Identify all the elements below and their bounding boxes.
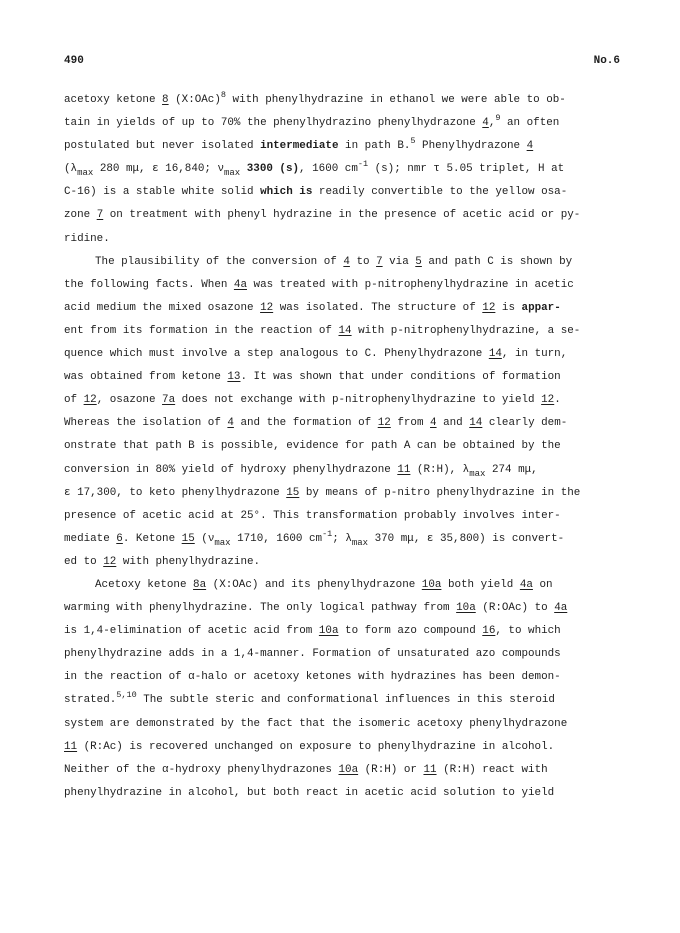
subscript: max [351, 537, 369, 548]
text-span: with p-nitrophenylhydrazine, a se- [351, 324, 581, 337]
text-line [64, 620, 620, 643]
compound-number: 4 [343, 255, 350, 268]
subscript: max [214, 537, 231, 548]
compound-number: 7 [96, 209, 104, 222]
text-span: both yield [441, 578, 520, 591]
text-span: does not exchange with p-nitrophenylhydrazine to yield [175, 394, 542, 407]
compound-number: 4a [233, 278, 247, 291]
reference-superscript: 5,10 [116, 690, 137, 701]
text-span: in the reaction of α-halo or acetoxy ketones with hydrazines has been demon- [64, 671, 561, 684]
text-line [64, 551, 620, 574]
text-line [64, 274, 620, 297]
text-span: presence of acetic acid at 25°. This transformation probably involves inter- [64, 509, 561, 522]
text-line [64, 112, 620, 135]
text-span: (X:OAc) [168, 94, 221, 106]
text-line [64, 736, 620, 759]
text-span: ε 17,300, to keto phenylhydrazone [64, 486, 287, 499]
issue-number: No.6 [593, 55, 620, 67]
compound-number: 13 [227, 371, 241, 384]
text-span: , [488, 117, 496, 130]
compound-number: 16 [482, 625, 496, 638]
compound-number: 12 [260, 301, 274, 314]
text-span: is [495, 301, 522, 314]
bold-text: 3300 (s) [246, 163, 300, 176]
text-span: on [532, 578, 553, 591]
superscript: -1 [322, 528, 333, 539]
text-line [64, 435, 620, 458]
page-number: 490 [64, 55, 84, 67]
text-span: ent from its formation in the reaction of [64, 324, 339, 337]
text-span: the following facts. When [64, 278, 234, 291]
text-span: ridine. [64, 232, 110, 245]
text-span: with phenylhydrazine in ethanol we were able to ob- [226, 94, 566, 106]
text-span: 280 mμ, ε 16,840; ν [93, 163, 224, 176]
text-span: was obtained from ketone [64, 371, 228, 384]
text-span: . [554, 394, 561, 407]
text-line [64, 389, 620, 412]
compound-number: 7 [376, 255, 383, 268]
compound-number: 14 [338, 324, 352, 337]
subscript: max [469, 468, 486, 479]
text-span: (R:Ac) is recovered unchanged on exposure to phenylhydrazine in alcohol. [77, 740, 555, 753]
text-span: was isolated. The structure of [273, 301, 483, 314]
text-span: (R:OAc) to [475, 602, 555, 615]
text-span: Neither of the α-hydroxy phenylhydrazones [64, 763, 339, 776]
text-span: (λ [64, 163, 78, 176]
text-span: by means of p-nitro phenylhydrazine in the [299, 486, 581, 499]
text-span: ; λ [332, 532, 352, 545]
text-span: readily convertible to the yellow osa- [312, 186, 568, 199]
text-span: onstrate that path B is possible, evidence for path A can be obtained by the [64, 440, 561, 453]
compound-number: 12 [377, 417, 391, 430]
text-line [64, 297, 620, 320]
compound-number: 12 [541, 394, 555, 407]
text-span: 274 mμ, [485, 463, 538, 476]
text-span: from [390, 417, 431, 430]
text-line [64, 505, 620, 528]
compound-number: 7a [162, 394, 176, 407]
text-span: 370 mμ, ε 35,800) is convert- [368, 532, 565, 545]
text-span: acetoxy ketone [64, 94, 163, 106]
compound-number: 10a [318, 625, 339, 638]
text-span: conversion in 80% yield of hydroxy phenylhydrazone [64, 463, 398, 476]
text-span: tain in yields of up to 70% the phenylhydrazino phenylhydrazone [64, 117, 483, 130]
text-line [64, 228, 620, 251]
text-span: to form azo compound [338, 625, 483, 638]
compound-number: 12 [83, 394, 97, 407]
text-span: on treatment with phenyl hydrazine in the presence of acetic acid or py- [103, 209, 581, 222]
text-span: (R:H), λ [410, 463, 470, 476]
superscript: -1 [357, 159, 369, 170]
text-span: in path B. [338, 140, 411, 153]
text-span: to [349, 255, 377, 268]
text-line [64, 181, 620, 204]
text-line [64, 713, 620, 736]
text-line [64, 689, 620, 712]
text-line [64, 459, 620, 482]
reference-superscript: 8 [220, 90, 226, 100]
compound-number: 15 [181, 532, 195, 545]
text-span: Acetoxy ketone [95, 578, 194, 591]
text-span: (R:H) react with [436, 763, 548, 776]
text-span: postulated but never isolated [64, 140, 261, 153]
bold-text: appar- [521, 301, 561, 314]
text-span: is 1,4-elimination of acetic acid from [64, 625, 319, 638]
compound-number: 6 [116, 532, 123, 545]
text-span: was treated with p-nitrophenylhydrazine in acetic [247, 278, 574, 291]
text-span: quence which must involve a step analogous to C. Phenylhydrazone [64, 348, 489, 361]
reference-superscript: 5 [410, 136, 416, 147]
text-span: phenylhydrazine in alcohol, but both react in acetic acid solution to yield [64, 786, 555, 799]
text-line [64, 343, 620, 366]
compound-number: 10a [456, 602, 476, 615]
text-line [64, 666, 620, 689]
text-span: an often [500, 117, 560, 130]
text-span: , in turn, [501, 348, 568, 361]
text-span: with phenylhydrazine. [116, 555, 261, 568]
compound-number: 4 [526, 140, 534, 153]
text-span: , osazone [96, 394, 163, 407]
text-span: (X:OAc) and its phenylhydrazone [206, 578, 422, 591]
compound-number: 5 [415, 255, 422, 268]
text-line [64, 412, 620, 435]
compound-number: 4 [430, 417, 437, 430]
text-line [64, 158, 620, 181]
text-span: (ν [194, 532, 215, 545]
text-line [64, 643, 620, 666]
text-span: warming with phenylhydrazine. The only logical pathway from [64, 602, 457, 615]
compound-number: 14 [469, 417, 483, 430]
text-span: of [64, 394, 84, 407]
text-line [64, 89, 620, 112]
bold-text: intermediate [260, 140, 339, 153]
text-line [64, 574, 620, 597]
subscript: max [77, 168, 94, 179]
text-line [64, 251, 620, 274]
text-line [64, 759, 620, 782]
compound-number: 11 [397, 463, 411, 476]
text-span: Phenylhydrazone [415, 140, 527, 153]
compound-number: 8 [162, 94, 169, 106]
text-span: . It was shown that under conditions of formation [240, 371, 561, 384]
text-span: acid medium the mixed osazone [64, 301, 261, 314]
text-span: , to which [495, 625, 561, 638]
text-span: The plausibility of the conversion of [95, 255, 344, 268]
text-span: 1710, 1600 cm [230, 532, 323, 545]
text-line [64, 782, 620, 805]
compound-number: 15 [286, 486, 300, 499]
text-span: zone [64, 209, 97, 222]
compound-number: 10a [421, 578, 442, 591]
text-span: and path C is shown by [421, 255, 573, 268]
text-line [64, 135, 620, 158]
text-span: (s); nmr τ 5.05 triplet, H at [368, 163, 565, 176]
bold-text: which is [260, 186, 313, 199]
compound-number: 12 [482, 301, 496, 314]
compound-number: 4a [554, 602, 568, 615]
compound-number: 11 [423, 763, 437, 776]
text-span: mediate [64, 532, 117, 545]
text-span: clearly dem- [482, 417, 568, 430]
text-line [64, 366, 620, 389]
text-span: C-16) is a stable white solid [64, 186, 261, 199]
text-span: and [436, 417, 470, 430]
text-span: , 1600 cm [299, 163, 358, 176]
text-span: Whereas the isolation of [64, 417, 228, 430]
text-span: ed to [64, 555, 104, 568]
text-line [64, 528, 620, 551]
compound-number: 8a [193, 578, 207, 591]
text-line [64, 320, 620, 343]
text-line [64, 482, 620, 505]
reference-superscript: 9 [495, 113, 501, 124]
compound-number: 4 [482, 117, 489, 130]
compound-number: 4 [227, 417, 234, 430]
compound-number: 10a [338, 763, 359, 776]
text-span: system are demonstrated by the fact that the isomeric acetoxy phenylhydrazone [64, 717, 568, 730]
compound-number: 12 [103, 555, 117, 568]
text-line [64, 597, 620, 620]
text-span: strated. [64, 694, 117, 707]
text-span: and the formation of [233, 417, 378, 430]
subscript: max [224, 168, 241, 179]
compound-number: 11 [64, 740, 78, 753]
text-span: phenylhydrazine adds in a 1,4-manner. Formation of unsaturated azo compounds [64, 648, 561, 661]
text-span: (R:H) or [358, 763, 424, 776]
text-span: via [382, 255, 416, 268]
body-text [64, 89, 620, 805]
text-span: . Ketone [122, 532, 182, 545]
compound-number: 14 [488, 348, 502, 361]
text-line [64, 204, 620, 227]
compound-number: 4a [519, 578, 533, 591]
text-span: The subtle steric and conformational influences in this steroid [136, 694, 555, 707]
